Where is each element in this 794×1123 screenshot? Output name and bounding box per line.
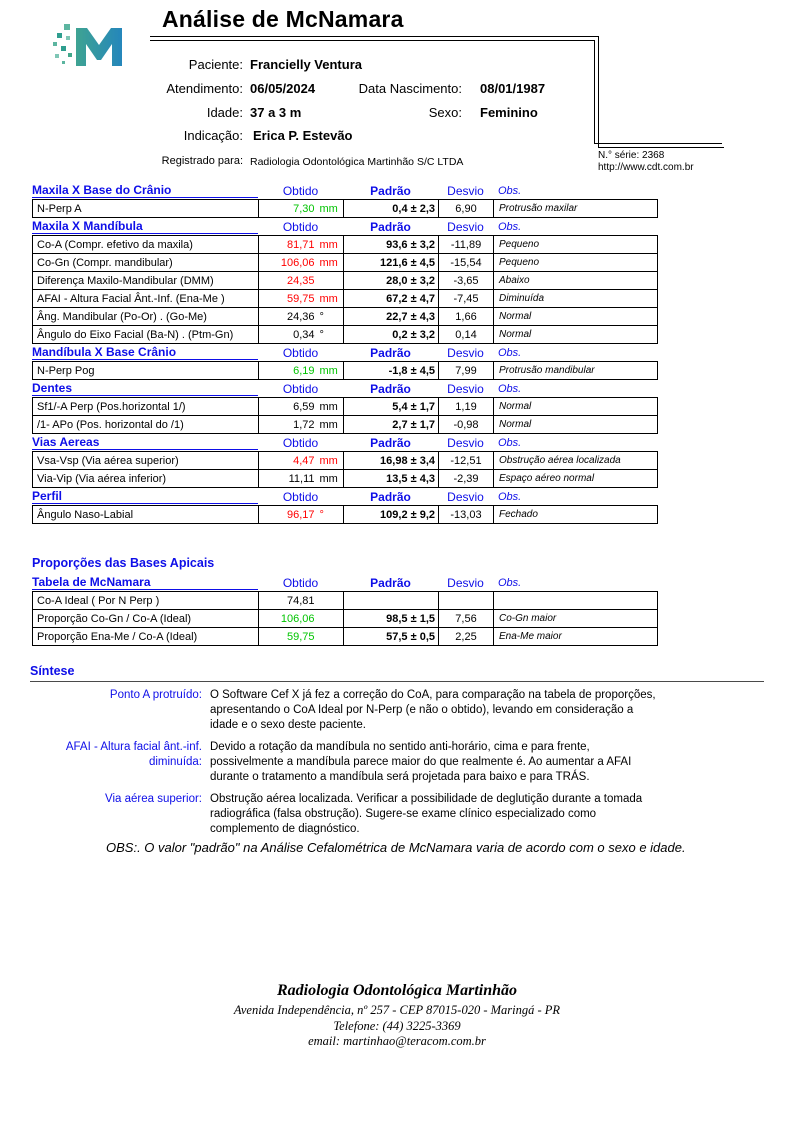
column-header-padrao: Padrão [370,346,411,360]
table-row [33,416,658,434]
obtido-value: 11,11 [288,472,315,485]
row-label: Via-Vip (Via aérea inferior) [33,470,259,488]
obtido-unit: mm [319,202,338,215]
obtido-unit: mm [319,418,338,431]
column-header-obs: Obs. [498,437,522,449]
column-header-obs: Obs. [498,185,522,197]
column-header-obtido: Obtido [282,184,319,198]
obs-value: Fechado [494,506,658,524]
obs-value: Normal [494,326,658,344]
section-header [32,382,659,396]
row-label: Proporção Co-Gn / Co-A (Ideal) [33,610,259,628]
padrao-value: 13,5 ± 4,3 [344,470,439,488]
desvio-value: 7,99 [439,362,494,380]
title-rule-inner [150,40,594,41]
obtido-cell [259,362,344,380]
column-header-desvio: Desvio [447,490,484,504]
table-row [33,308,658,326]
nascimento-label: Data Nascimento: [358,81,462,96]
padrao-value: 5,4 ± 1,7 [344,398,439,416]
row-label: Âng. Mandibular (Po-Or) . (Go-Me) [33,308,259,326]
obtido-cell [259,416,344,434]
analysis-table [32,591,658,646]
table-row [33,254,658,272]
obtido-cell [259,236,344,254]
desvio-value: 7,56 [439,610,494,628]
table-row [33,290,658,308]
obtido-cell [259,272,344,290]
row-label: Ângulo Naso-Labial [33,506,259,524]
frame-bottom-inner [594,143,722,144]
desvio-value: -2,39 [439,470,494,488]
desvio-value: -7,45 [439,290,494,308]
padrao-value: 0,2 ± 3,2 [344,326,439,344]
obs-value: Co-Gn maior [494,610,658,628]
row-label: N-Perp A [33,200,259,218]
sintese-item-label [30,688,202,733]
title-rule-outer [150,36,598,37]
row-label: AFAI - Altura Facial Ânt.-Inf. (Ena-Me ) [33,290,259,308]
analysis-table [32,199,658,218]
measurement-section [32,346,659,380]
obs-value: Ena-Me maior [494,628,658,646]
column-header-desvio: Desvio [447,436,484,450]
padrao-value: 109,2 ± 9,2 [344,506,439,524]
sexo-label: Sexo: [428,105,462,120]
obs-value: Normal [494,308,658,326]
obtido-cell [259,610,344,628]
section-title: Perfil [32,490,258,504]
paciente-value: Francielly Ventura [250,57,362,72]
obs-value: Pequeno [494,236,658,254]
obtido-unit: mm [319,472,338,485]
desvio-value: -0,98 [439,416,494,434]
section-title: Maxila X Base do Crânio [32,184,258,198]
desvio-value: 2,25 [439,628,494,646]
padrao-value: 121,6 ± 4,5 [344,254,439,272]
obtido-value: 106,06 [280,612,315,625]
section-header [32,576,659,590]
row-label: Sf1/-A Perp (Pos.horizontal 1/) [33,398,259,416]
registrado-value: Radiologia Odontológica Martinhão S/C LTDA [250,156,464,168]
table-row [33,628,658,646]
row-label: N-Perp Pog [33,362,259,380]
analysis-table [32,235,658,344]
sintese-label-line: Via aérea superior: [105,793,202,805]
table-row [33,470,658,488]
desvio-value [439,592,494,610]
column-header-padrao: Padrão [370,184,411,198]
row-label: Co-Gn (Compr. mandibular) [33,254,259,272]
indicacao-label: Indicação: [183,128,243,143]
column-header-obtido: Obtido [282,490,319,504]
page-title: Análise de McNamara [162,6,404,32]
obtido-cell [259,254,344,272]
sintese-area [30,664,764,844]
obtido-value: 4,47 [293,454,315,467]
padrao-value: 22,7 ± 4,3 [344,308,439,326]
atendimento-value: 06/05/2024 [250,81,316,96]
column-header-padrao: Padrão [370,382,411,396]
obtido-cell [259,506,344,524]
obtido-unit: ° [319,508,324,521]
measurement-section [32,490,659,524]
column-header-obs: Obs. [498,221,522,233]
section-header [32,220,659,234]
column-header-desvio: Desvio [447,576,484,590]
column-header-obtido: Obtido [282,382,319,396]
column-header-desvio: Desvio [447,220,484,234]
obtido-value: 74,81 [286,594,315,607]
column-header-padrao: Padrão [370,576,411,590]
paciente-label: Paciente: [188,57,243,72]
column-header-padrao: Padrão [370,220,411,234]
padrao-value: 93,6 ± 3,2 [344,236,439,254]
column-header-obs: Obs. [498,383,522,395]
obs-value: Normal [494,398,658,416]
table-row [33,200,658,218]
obtido-cell [259,398,344,416]
obs-value: Protrusão mandibular [494,362,658,380]
desvio-value: 0,14 [439,326,494,344]
column-header-desvio: Desvio [447,346,484,360]
obtido-value: 0,34 [293,328,315,341]
frame-bottom-outer [598,147,724,148]
footer [0,982,794,1050]
footer-clinic-name: Radiologia Odontológica Martinhão [276,982,518,999]
sintese-title: Síntese [30,664,764,682]
obtido-value: 6,19 [293,364,315,377]
obs-value: Normal [494,416,658,434]
padrao-value: 16,98 ± 3,4 [344,452,439,470]
atendimento-label: Atendimento: [166,81,243,96]
obtido-cell [259,452,344,470]
idade-value: 37 a 3 m [250,105,302,120]
proporcoes-area [32,556,659,648]
obs-value: Protrusão maxilar [494,200,658,218]
section-title: Maxila X Mandíbula [32,220,258,234]
desvio-value: 6,90 [439,200,494,218]
padrao-value: 0,4 ± 2,3 [344,200,439,218]
sintese-item-text: Devido a rotação da mandíbula no sentido anti-horário, cima e para frente, possivelmente a mandíbula parece maior do que realmente é. Ao aumentar a AFAI durante o tratamento a mandíbula será projetada para baixo e para TRÁS. [210,741,632,783]
obtido-value: 6,59 [293,400,315,413]
section-header [32,436,659,450]
sintese-label-line: diminuída: [148,756,202,768]
column-header-obtido: Obtido [282,346,319,360]
nascimento-value: 08/01/1987 [480,81,546,96]
measurement-section [32,220,659,344]
section-header [32,346,659,360]
proporcoes-table-area [32,576,659,646]
padrao-value: 57,5 ± 0,5 [344,628,439,646]
sintese-item [30,792,764,837]
obtido-unit: mm [319,256,338,269]
section-header [32,490,659,504]
sintese-item [30,740,764,785]
frame-vertical-outer [598,36,599,147]
measurement-section [32,436,659,488]
idade-label: Idade: [206,105,243,120]
obtido-value: 24,35 [286,274,315,287]
sintese-item-label [30,792,202,837]
obtido-cell [259,470,344,488]
footer-phone: Telefone: (44) 3225-3369 [333,1018,461,1033]
table-row [33,592,658,610]
obtido-unit: ° [319,328,324,341]
column-header-obtido: Obtido [282,576,319,590]
analysis-table [32,505,658,524]
row-label: Proporção Ena-Me / Co-A (Ideal) [33,628,259,646]
desvio-value: -15,54 [439,254,494,272]
obs-value: Obstrução aérea localizada [494,452,658,470]
obtido-value: 1,72 [293,418,315,431]
obs-value [494,592,658,610]
section-title: Vias Aereas [32,436,258,450]
obtido-unit: mm [319,292,338,305]
column-header-obs: Obs. [498,347,522,359]
obtido-value: 96,17 [286,508,315,521]
table-row [33,272,658,290]
analysis-table [32,397,658,434]
indicacao-value: Erica P. Estevão [253,128,353,143]
serial-url: http://www.cdt.com.br [598,162,694,173]
table-row [33,398,658,416]
obtido-unit: mm [319,364,338,377]
obtido-cell [259,326,344,344]
table-row [33,236,658,254]
obs-value: Diminuída [494,290,658,308]
obtido-value: 7,30 [293,202,315,215]
desvio-value: -13,03 [439,506,494,524]
column-header-desvio: Desvio [447,184,484,198]
analysis-table [32,361,658,380]
table-row [33,610,658,628]
desvio-value: 1,19 [439,398,494,416]
sintese-item-text: Obstrução aérea localizada. Verificar a possibilidade de deglutição durante a tomada radiográfica (falsa obstrução). Sugere-se exame clínico especializado como complemento de diagnóstico. [210,793,643,835]
obtido-value: 59,75 [286,292,315,305]
measurement-section [32,576,659,646]
sintese-items [30,688,764,837]
desvio-value: -12,51 [439,452,494,470]
desvio-value: -11,89 [439,236,494,254]
padrao-value: -1,8 ± 4,5 [344,362,439,380]
column-header-obs: Obs. [498,577,522,589]
footer-email: email: martinhao@teracom.com.br [308,1034,486,1048]
padrao-value: 67,2 ± 4,7 [344,290,439,308]
row-label: Ângulo do Eixo Facial (Ba-N) . (Ptm-Gn) [33,326,259,344]
table-row [33,326,658,344]
section-title: Dentes [32,382,258,396]
obtido-value: 24,36 [286,310,315,323]
table-row [33,362,658,380]
sintese-label-line: AFAI - Altura facial ânt.-inf. [65,741,202,753]
column-header-obtido: Obtido [282,220,319,234]
obtido-value: 59,75 [286,630,315,643]
obs-note: OBS:. O valor "padrão" na Análise Cefalométrica de McNamara varia de acordo com o sexo e idade. [106,840,686,855]
obtido-value: 81,71 [286,238,315,251]
section-title: Tabela de McNamara [32,576,258,590]
sintese-item-label [30,740,202,785]
row-label: Vsa-Vsp (Via aérea superior) [33,452,259,470]
column-header-obs: Obs. [498,491,522,503]
sintese-label-line: Ponto A protruído: [109,689,202,701]
table-row [33,506,658,524]
obtido-unit: ° [319,310,324,323]
row-label: Diferença Maxilo-Mandibular (DMM) [33,272,259,290]
sexo-value: Feminino [480,105,538,120]
obtido-cell [259,308,344,326]
obtido-unit: mm [319,454,338,467]
obs-value: Abaixo [494,272,658,290]
frame-vertical-inner [594,40,595,143]
padrao-value [344,592,439,610]
column-header-padrao: Padrão [370,436,411,450]
column-header-desvio: Desvio [447,382,484,396]
measurement-section [32,382,659,434]
table-row [33,452,658,470]
sintese-item-text: O Software Cef X já fez a correção do CoA, para comparação na tabela de proporções, apresentando o CoA Ideal por N-Perp (e não o obtido), levando em consideração a idade e o sexo deste paciente. [210,689,656,731]
obtido-cell [259,592,344,610]
row-label: Co-A Ideal ( Por N Perp ) [33,592,259,610]
obtido-cell [259,290,344,308]
obs-value: Pequeno [494,254,658,272]
measurement-section [32,184,659,218]
obtido-unit: mm [319,238,338,251]
desvio-value: -3,65 [439,272,494,290]
proporcoes-heading: Proporções das Bases Apicais [32,556,215,570]
desvio-value: 1,66 [439,308,494,326]
padrao-value: 98,5 ± 1,5 [344,610,439,628]
serial-number: N.° série: 2368 [598,150,665,161]
obs-value: Espaço aéreo normal [494,470,658,488]
obtido-cell [259,628,344,646]
padrao-value: 28,0 ± 3,2 [344,272,439,290]
footer-address: Avenida Independência, nº 257 - CEP 87015-020 - Maringá - PR [233,1003,561,1017]
column-header-padrao: Padrão [370,490,411,504]
obtido-unit: mm [319,400,338,413]
sintese-item [30,688,764,733]
section-title: Mandíbula X Base Crânio [32,346,258,360]
analysis-table [32,451,658,488]
measurements-area [32,184,659,526]
row-label: /1- APo (Pos. horizontal do /1) [33,416,259,434]
obtido-cell [259,200,344,218]
padrao-value: 2,7 ± 1,7 [344,416,439,434]
obtido-value: 106,06 [280,256,315,269]
column-header-obtido: Obtido [282,436,319,450]
row-label: Co-A (Compr. efetivo da maxila) [33,236,259,254]
section-header [32,184,659,198]
registrado-label: Registrado para: [161,155,243,167]
